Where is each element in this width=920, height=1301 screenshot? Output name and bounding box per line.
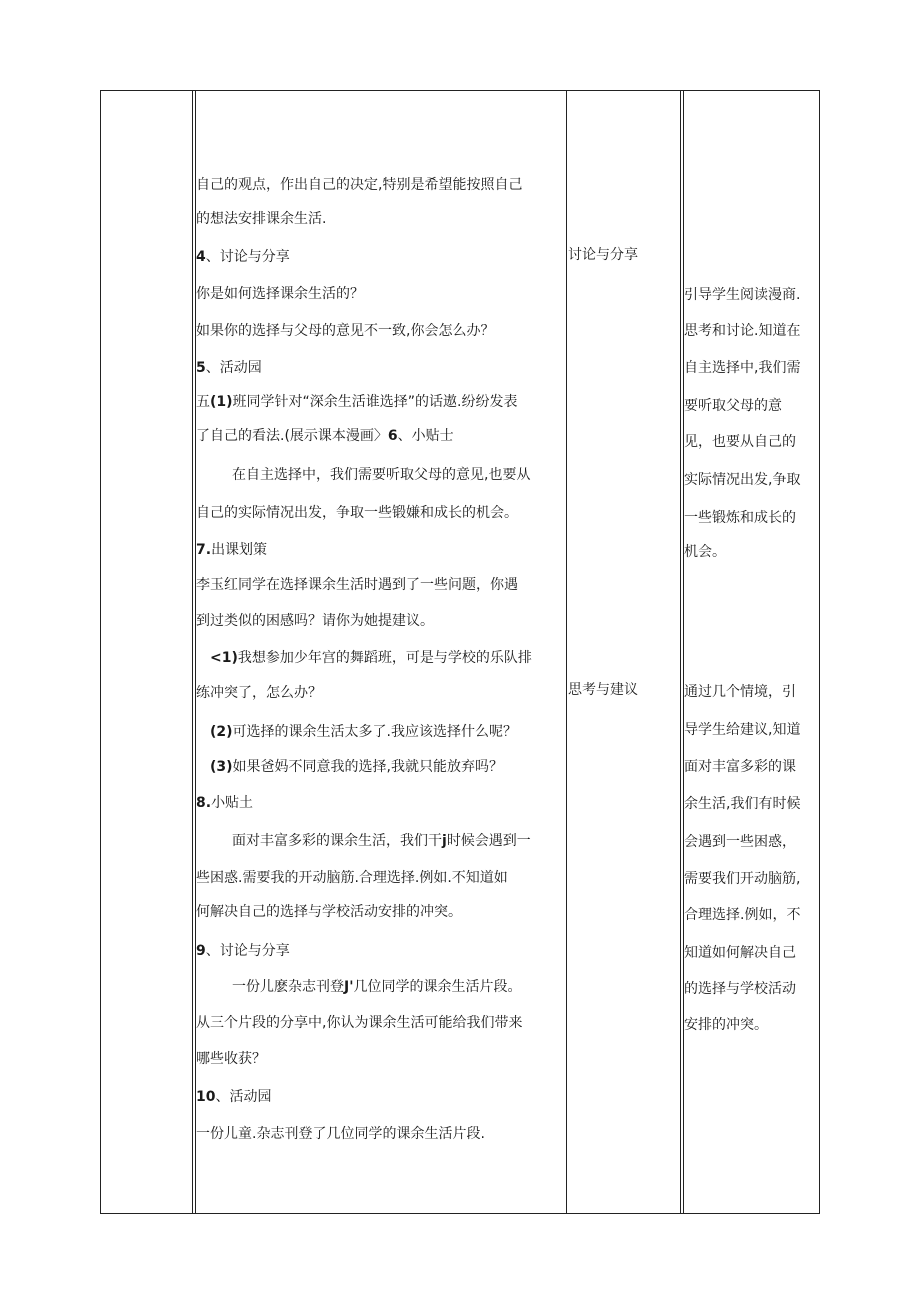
intent-text-line: 余生活,我们有时候 [684, 796, 801, 812]
column-divider [192, 91, 193, 1213]
line-text: 、讨论与分享 [205, 943, 290, 959]
item-number: (1) [210, 394, 233, 410]
line-text: 、活动园 [215, 1089, 272, 1105]
line-text: 、讨论与分享 [205, 249, 290, 265]
text-line [196, 541, 267, 560]
text-line [196, 978, 522, 997]
intent-text-line: 安排的冲突。 [684, 1017, 768, 1033]
text-line [196, 1014, 522, 1033]
intent-text-line: 自主选择中,我们需 [684, 360, 801, 376]
line-text: 自己的实际情况出发，争取一些锻嫌和成长的机会。 [196, 505, 518, 521]
item-number: 10 [196, 1089, 216, 1105]
item-number: <1) [210, 650, 238, 666]
text-line [196, 1050, 266, 1069]
line-text: 时候会遇到一 [446, 833, 531, 849]
line-text: 一份儿麽杂志刊登 [232, 979, 344, 995]
item-number: 4 [196, 249, 206, 265]
item-number: J' [344, 979, 354, 995]
text-line [196, 248, 290, 267]
line-text: 的想法安排课余生活. [196, 211, 327, 227]
text-line [196, 466, 530, 485]
intent-text-line: 会遇到一些困惑， [684, 834, 796, 850]
intent-text-line: 一些锻炼和成长的 [684, 510, 796, 526]
activity-label: 讨论与分享 [568, 247, 638, 263]
intent-text-line: 知道如何解决自己 [684, 945, 796, 961]
text-line [196, 684, 322, 703]
text-line [196, 322, 494, 341]
text-line [196, 427, 454, 446]
intent-text-line: 通过几个情境，引 [684, 684, 796, 700]
line-text: 哪些收获？ [196, 1051, 266, 1067]
intent-text-line: 面对丰富多彩的课 [684, 759, 796, 775]
text-line [196, 359, 262, 378]
line-text: 如果你的选择与父母的意见不一致,你会怎么办？ [196, 323, 495, 339]
line-text: 自己的观点，作出自己的决定,特别是希望能按照自己 [196, 177, 523, 193]
intent-text-line: 机会。 [684, 544, 726, 560]
item-number: j [442, 833, 447, 849]
line-text: 在自主选择中，我们需要听取父母的意见,也要从 [232, 467, 531, 483]
text-line [196, 210, 326, 229]
intent-text-line: 思考和讨论.知道在 [684, 323, 801, 339]
lesson-table [100, 90, 820, 1214]
line-text: 几位同学的课余生活片段。 [353, 979, 522, 995]
intent-text-line: 引导学生阅读漫商. [684, 287, 801, 303]
text-line [196, 832, 531, 851]
item-number: (3) [210, 759, 233, 775]
intent-text-line: 见，也要从自己的 [684, 434, 796, 450]
intent-text-line: 导学生给建议,知道 [684, 722, 801, 738]
text-line [196, 758, 503, 777]
column-divider [680, 91, 681, 1213]
intent-text-line: 合理选择.例如，不 [684, 907, 801, 923]
line-text: 可选择的课余生活太多了.我应该选择什么呢？ [232, 724, 517, 740]
item-number: 8. [196, 795, 212, 811]
line-text: 一份儿童.杂志刊登了几位同学的课余生活片段. [196, 1126, 485, 1142]
intent-text-line: 实际情况出发,争取 [684, 472, 801, 488]
line-text: 小贴土 [211, 795, 254, 811]
text-line [196, 903, 462, 922]
line-text: 五 [196, 394, 210, 410]
intent-text-line: 要听取父母的意 [684, 398, 782, 414]
line-text: 练冲突了，怎么办？ [196, 685, 322, 701]
line-text: 如果爸妈不同意我的选择,我就只能放弃吗？ [232, 759, 503, 775]
text-line [196, 1125, 485, 1144]
text-line [196, 942, 290, 961]
item-number: 6 [387, 428, 398, 444]
text-line [196, 649, 532, 668]
item-number: 7. [196, 542, 212, 558]
text-line [196, 176, 522, 195]
intent-text-line: 需要我们开动脑筋, [684, 871, 801, 887]
item-number: 5 [196, 360, 206, 376]
text-line [196, 576, 518, 595]
line-text: 李玉红同学在选择课余生活时遇到了一些问题，你遇 [196, 577, 518, 593]
line-text: 我想参加少年宫的舞蹈班，可是与学校的乐队排 [237, 650, 532, 666]
intent-text-line: 的选择与学校活动 [684, 981, 796, 997]
text-line [196, 612, 434, 631]
text-line [196, 1088, 271, 1107]
text-line [196, 869, 508, 888]
line-text: 从三个片段的分享中,你认为课余生活可能给我们带来 [196, 1015, 523, 1031]
item-number: (2) [210, 724, 233, 740]
line-text: 、活动园 [205, 360, 262, 376]
line-text: 了自己的看法.(展示课本漫画〉 [196, 428, 388, 444]
line-text: 班同学针对“深余生活谁选择”的话遨.纷纷发表 [232, 394, 518, 410]
column-divider [566, 91, 567, 1213]
line-text: 你是如何选择课余生活的？ [196, 286, 364, 302]
line-text: 到过类似的困感吗？请你为她提建议。 [196, 613, 434, 629]
column-divider [683, 91, 684, 1213]
text-line [196, 794, 253, 813]
line-text: 、小贴士 [397, 428, 454, 444]
activity-label: 思考与建议 [568, 682, 638, 698]
line-text: 出课划策 [211, 542, 268, 558]
text-line [196, 504, 518, 523]
line-text: 面对丰富多彩的课余生活，我们干 [232, 833, 442, 849]
text-line [196, 723, 517, 742]
text-line [196, 393, 518, 412]
text-line [196, 285, 364, 304]
line-text: 些困惑.需要我的开动脑筋.合理选择.例如.不知道如 [196, 870, 508, 886]
line-text: 何解决自己的选择与学校活动安排的冲突。 [196, 904, 462, 920]
item-number: 9 [196, 943, 206, 959]
